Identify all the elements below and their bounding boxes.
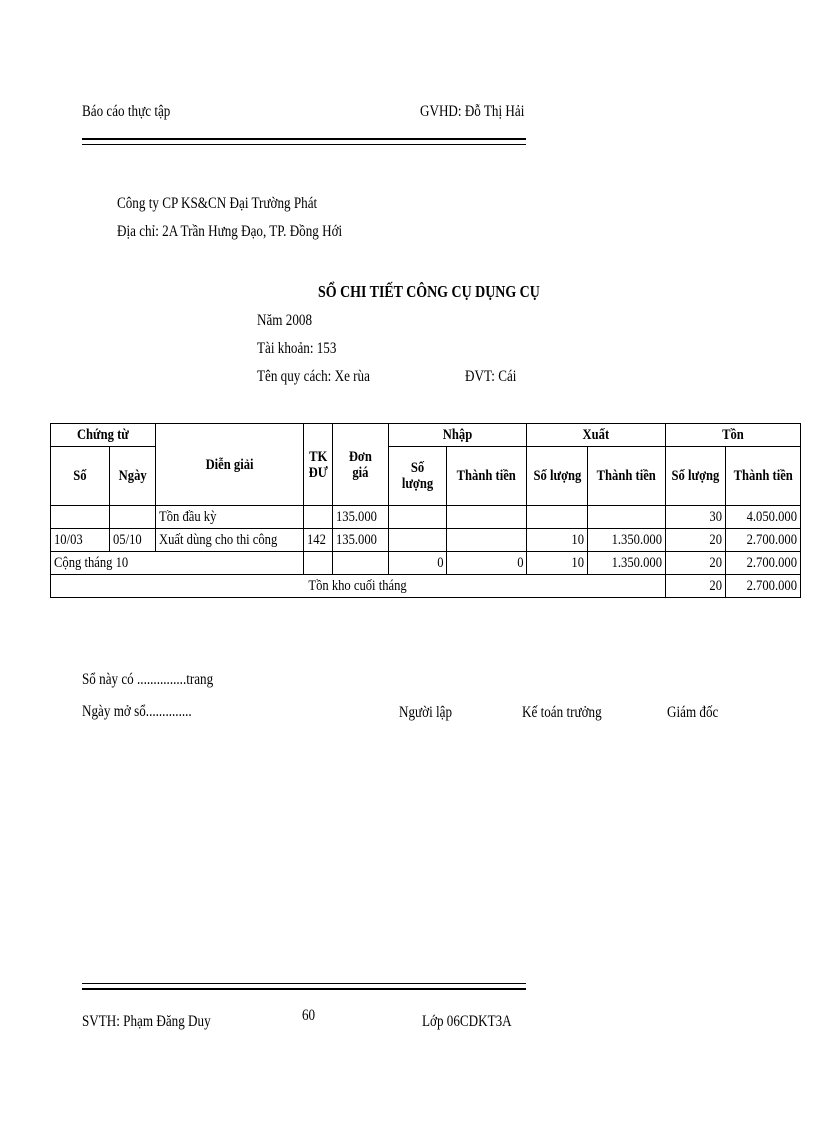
report-header-left: Báo cáo thực tập: [82, 103, 171, 120]
cell-xuat-tt: 1.350.000: [588, 529, 666, 552]
cell-tk: [303, 506, 333, 529]
total-label: Cộng tháng 10: [51, 552, 304, 575]
col-ton: Tồn: [666, 424, 801, 447]
cell-don-gia: 135.000: [333, 506, 389, 529]
cell-ton-tt: 2.700.000: [726, 529, 801, 552]
page-number: 60: [302, 1007, 316, 1024]
cell-nhap-tt: 0: [447, 552, 527, 575]
cell-ton-tt: 2.700.000: [726, 575, 801, 598]
signature-director: Giám đốc: [667, 704, 719, 721]
cell-nhap-tt: [447, 506, 527, 529]
footer-rule-thick: [82, 988, 526, 990]
cell-dien-giai: Xuất dùng cho thi công: [156, 529, 304, 552]
cell-tk: 142: [303, 529, 333, 552]
col-don-gia: Đơn giá: [333, 424, 389, 506]
cell-ton-sl: 30: [666, 506, 726, 529]
company-name: Công ty CP KS&CN Đại Trường Phát: [117, 195, 318, 212]
cell-dien-giai: Tồn đầu kỳ: [156, 506, 304, 529]
ledger-unit: ĐVT: Cái: [465, 368, 517, 385]
col-ton-so-luong: Số lượng: [666, 447, 726, 506]
ledger-account: Tài khoản: 153: [257, 340, 337, 357]
cell-ton-tt: 4.050.000: [726, 506, 801, 529]
cell-xuat-sl: [527, 506, 588, 529]
cell-ton-sl: 20: [666, 575, 726, 598]
header-row-1: [51, 424, 801, 447]
cell-don-gia: [333, 552, 389, 575]
col-xuat-thanh-tien: Thành tiền: [588, 447, 666, 506]
cell-nhap-sl: [389, 529, 447, 552]
cell-nhap-tt: [447, 529, 527, 552]
col-nhap-thanh-tien: Thành tiền: [447, 447, 527, 506]
col-dien-giai: Diễn giải: [156, 424, 304, 506]
col-ngay: Ngày: [110, 447, 156, 506]
footer-rule-thin: [82, 983, 526, 984]
col-so: Số: [51, 447, 110, 506]
col-xuat: Xuất: [527, 424, 666, 447]
table-row: [51, 506, 801, 529]
header-rule-thick: [82, 138, 526, 140]
cell-xuat-sl: 10: [527, 529, 588, 552]
header-rule-thin: [82, 144, 526, 145]
cell-so: [51, 506, 110, 529]
col-ton-thanh-tien: Thành tiền: [726, 447, 801, 506]
open-date-note: Ngày mở sổ..............: [82, 703, 192, 720]
ledger-spec: Tên quy cách: Xe rùa: [257, 368, 370, 385]
cell-xuat-tt: [588, 506, 666, 529]
cell-xuat-sl: 10: [527, 552, 588, 575]
cell-don-gia: 135.000: [333, 529, 389, 552]
supervisor-label: GVHD: Đỗ Thị Hải: [420, 103, 525, 120]
col-chung-tu: Chứng từ: [51, 424, 156, 447]
company-address: Địa chỉ: 2A Trần Hưng Đạo, TP. Đồng Hới: [117, 223, 343, 240]
closing-label: Tồn kho cuối tháng: [51, 575, 666, 598]
cell-ton-sl: 20: [666, 529, 726, 552]
col-xuat-so-luong: Số lượng: [527, 447, 588, 506]
cell-nhap-sl: [389, 506, 447, 529]
signature-chief-accountant: Kế toán trưởng: [522, 704, 602, 721]
cell-nhap-sl: 0: [389, 552, 447, 575]
cell-ngay: [110, 506, 156, 529]
cell-ngay: 05/10: [110, 529, 156, 552]
total-row: [51, 552, 801, 575]
cell-xuat-tt: 1.350.000: [588, 552, 666, 575]
signature-preparer: Người lập: [399, 704, 453, 721]
col-nhap: Nhập: [389, 424, 527, 447]
ledger-year: Năm 2008: [257, 312, 313, 329]
table-row: [51, 529, 801, 552]
ledger-title: SỔ CHI TIẾT CÔNG CỤ DỤNG CỤ: [318, 282, 540, 301]
ledger-table: [50, 423, 801, 598]
cell-tk: [303, 552, 333, 575]
page-count-note: Sổ này có ...............trang: [82, 671, 214, 688]
student-name: SVTH: Phạm Đăng Duy: [82, 1013, 211, 1030]
cell-ton-sl: 20: [666, 552, 726, 575]
col-tk-du: TK ĐƯ: [303, 424, 333, 506]
class-label: Lớp 06CDKT3A: [422, 1013, 512, 1030]
closing-row: [51, 575, 801, 598]
cell-ton-tt: 2.700.000: [726, 552, 801, 575]
col-nhap-so-luong: Số lượng: [389, 447, 447, 506]
cell-so: 10/03: [51, 529, 110, 552]
